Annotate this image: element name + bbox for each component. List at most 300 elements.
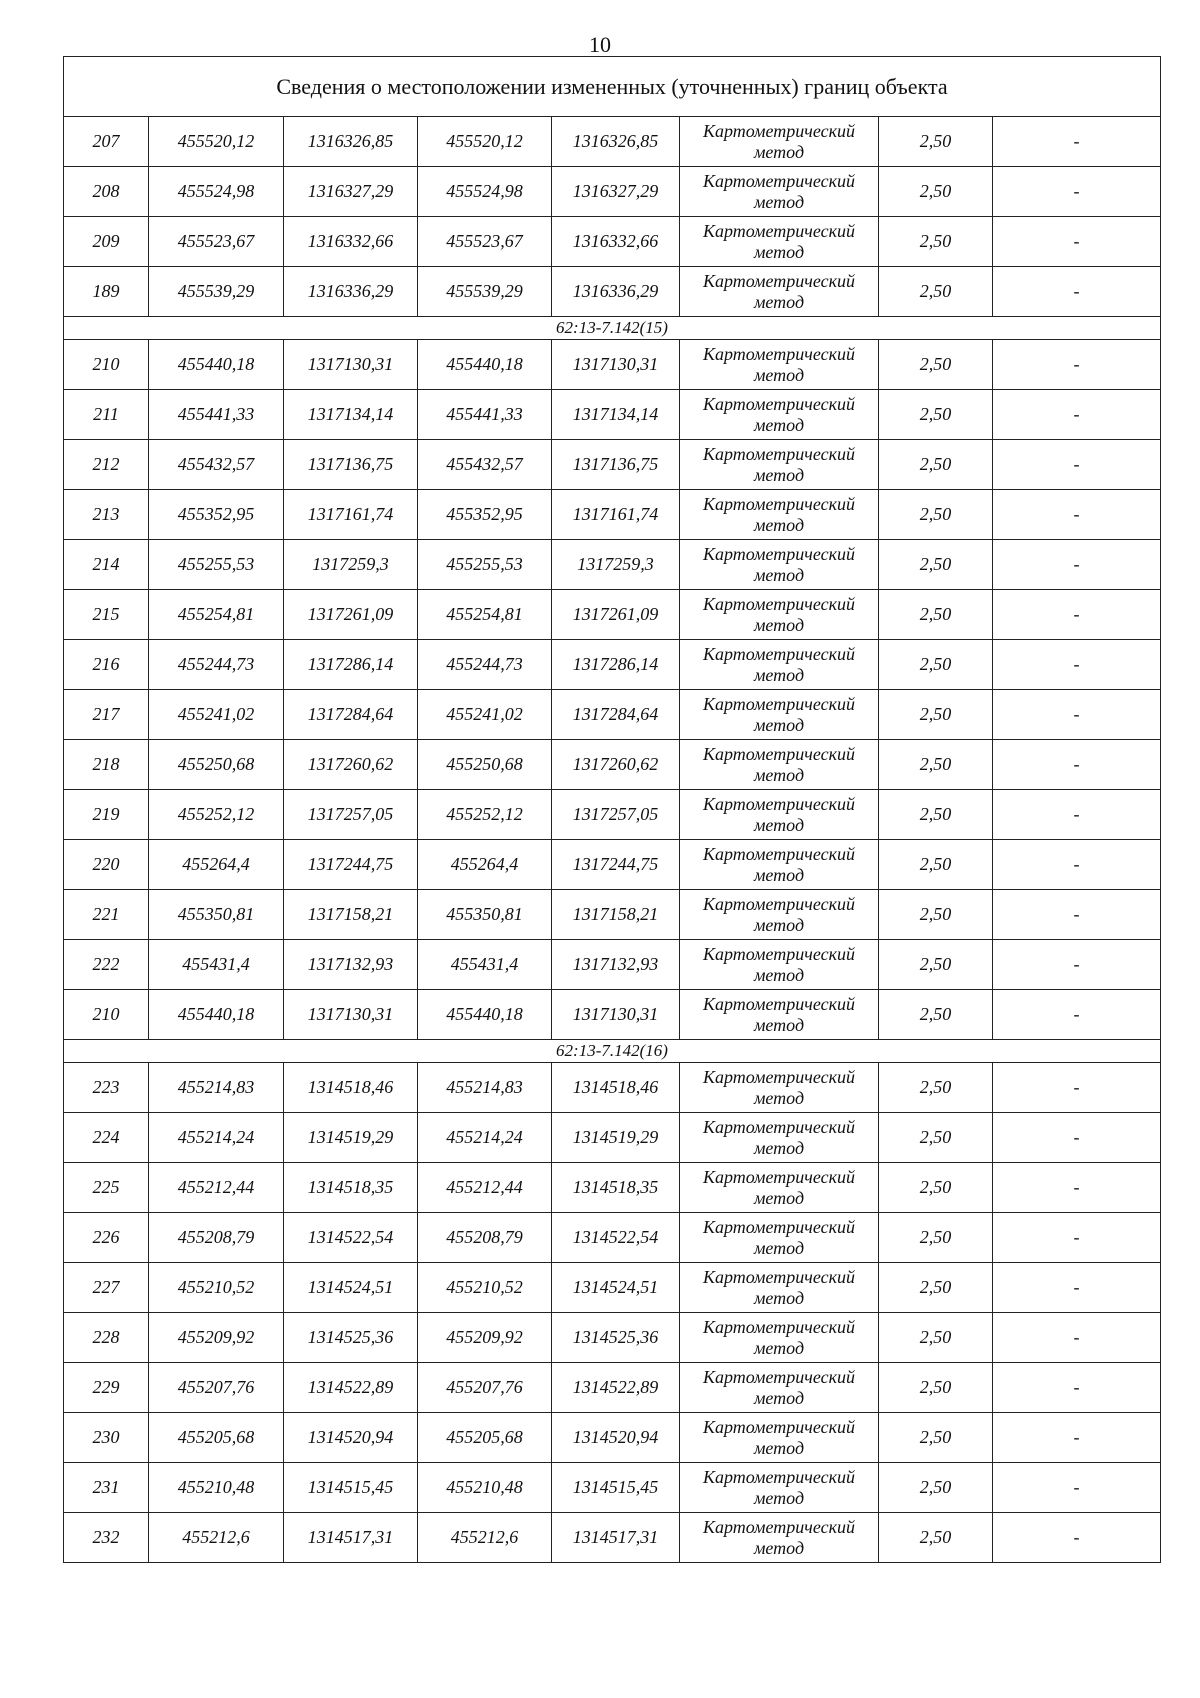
y-existing-cell: 1317130,31 bbox=[284, 340, 418, 390]
description-cell: - bbox=[993, 1063, 1161, 1113]
method-line-1: Картометрический bbox=[702, 1116, 855, 1137]
accuracy-cell: 2,50 bbox=[879, 1163, 993, 1213]
method-cell bbox=[680, 590, 879, 640]
method-line-2: метод bbox=[753, 914, 805, 935]
x-refined-cell: 455264,4 bbox=[418, 840, 552, 890]
y-refined-cell: 1317257,05 bbox=[552, 790, 680, 840]
method-line-1: Картометрический bbox=[702, 1416, 855, 1437]
y-refined-cell: 1317136,75 bbox=[552, 440, 680, 490]
accuracy-cell: 2,50 bbox=[879, 790, 993, 840]
y-refined-cell: 1316336,29 bbox=[552, 267, 680, 317]
accuracy-cell: 2,50 bbox=[879, 217, 993, 267]
description-cell: - bbox=[993, 690, 1161, 740]
table-row bbox=[64, 1163, 1161, 1213]
method-cell bbox=[680, 1063, 879, 1113]
point-number-cell: 222 bbox=[64, 940, 149, 990]
point-number-cell: 209 bbox=[64, 217, 149, 267]
y-existing-cell: 1314525,36 bbox=[284, 1313, 418, 1363]
y-existing-cell: 1317132,93 bbox=[284, 940, 418, 990]
point-number-cell: 212 bbox=[64, 440, 149, 490]
method-line-1: Картометрический bbox=[702, 1516, 855, 1537]
x-refined-cell: 455214,24 bbox=[418, 1113, 552, 1163]
accuracy-cell: 2,50 bbox=[879, 490, 993, 540]
accuracy-cell: 2,50 bbox=[879, 890, 993, 940]
method-line-2: метод bbox=[753, 1287, 805, 1308]
method-cell bbox=[680, 1313, 879, 1363]
description-cell: - bbox=[993, 167, 1161, 217]
section-row bbox=[64, 317, 1161, 340]
point-number-cell: 215 bbox=[64, 590, 149, 640]
description-cell: - bbox=[993, 390, 1161, 440]
table-row bbox=[64, 890, 1161, 940]
method-line-1: Картометрический bbox=[702, 120, 855, 141]
method-cell bbox=[680, 1463, 879, 1513]
y-existing-cell: 1317259,3 bbox=[284, 540, 418, 590]
y-refined-cell: 1317130,31 bbox=[552, 340, 680, 390]
accuracy-cell: 2,50 bbox=[879, 1063, 993, 1113]
x-refined-cell: 455212,6 bbox=[418, 1513, 552, 1563]
table-row bbox=[64, 690, 1161, 740]
method-line-1: Картометрический bbox=[702, 743, 855, 764]
x-existing-cell: 455214,83 bbox=[149, 1063, 284, 1113]
method-line-1: Картометрический bbox=[702, 1066, 855, 1087]
method-line-2: метод bbox=[753, 141, 805, 162]
x-existing-cell: 455441,33 bbox=[149, 390, 284, 440]
description-cell: - bbox=[993, 1313, 1161, 1363]
point-number-cell: 230 bbox=[64, 1413, 149, 1463]
description-cell: - bbox=[993, 890, 1161, 940]
description-cell: - bbox=[993, 1263, 1161, 1313]
y-existing-cell: 1316336,29 bbox=[284, 267, 418, 317]
method-cell bbox=[680, 440, 879, 490]
y-existing-cell: 1317244,75 bbox=[284, 840, 418, 890]
point-number-cell: 189 bbox=[64, 267, 149, 317]
description-cell: - bbox=[993, 840, 1161, 890]
method-line-2: метод bbox=[753, 614, 805, 635]
method-line-1: Картометрический bbox=[702, 693, 855, 714]
boundary-coordinates-table bbox=[63, 56, 1161, 1563]
x-existing-cell: 455214,24 bbox=[149, 1113, 284, 1163]
accuracy-cell: 2,50 bbox=[879, 590, 993, 640]
description-cell: - bbox=[993, 640, 1161, 690]
method-cell bbox=[680, 890, 879, 940]
y-refined-cell: 1314522,54 bbox=[552, 1213, 680, 1263]
y-existing-cell: 1314517,31 bbox=[284, 1513, 418, 1563]
x-refined-cell: 455212,44 bbox=[418, 1163, 552, 1213]
x-refined-cell: 455440,18 bbox=[418, 340, 552, 390]
table-row bbox=[64, 390, 1161, 440]
method-cell bbox=[680, 1163, 879, 1213]
method-line-1: Картометрический bbox=[702, 393, 855, 414]
method-cell bbox=[680, 390, 879, 440]
point-number-cell: 224 bbox=[64, 1113, 149, 1163]
accuracy-cell: 2,50 bbox=[879, 117, 993, 167]
method-line-2: метод bbox=[753, 464, 805, 485]
y-refined-cell: 1317244,75 bbox=[552, 840, 680, 890]
method-line-2: метод bbox=[753, 1187, 805, 1208]
method-line-1: Картометрический bbox=[702, 270, 855, 291]
method-cell bbox=[680, 840, 879, 890]
x-existing-cell: 455212,6 bbox=[149, 1513, 284, 1563]
method-line-1: Картометрический bbox=[702, 1166, 855, 1187]
point-number-cell: 220 bbox=[64, 840, 149, 890]
point-number-cell: 227 bbox=[64, 1263, 149, 1313]
description-cell: - bbox=[993, 490, 1161, 540]
accuracy-cell: 2,50 bbox=[879, 1213, 993, 1263]
method-line-1: Картометрический bbox=[702, 893, 855, 914]
y-existing-cell: 1314522,54 bbox=[284, 1213, 418, 1263]
y-refined-cell: 1316327,29 bbox=[552, 167, 680, 217]
y-refined-cell: 1314515,45 bbox=[552, 1463, 680, 1513]
section-label: 62:13-7.142(16) bbox=[64, 1040, 1161, 1063]
description-cell: - bbox=[993, 1363, 1161, 1413]
accuracy-cell: 2,50 bbox=[879, 390, 993, 440]
description-cell: - bbox=[993, 217, 1161, 267]
point-number-cell: 228 bbox=[64, 1313, 149, 1363]
method-line-2: метод bbox=[753, 1537, 805, 1558]
x-refined-cell: 455523,67 bbox=[418, 217, 552, 267]
x-existing-cell: 455264,4 bbox=[149, 840, 284, 890]
accuracy-cell: 2,50 bbox=[879, 340, 993, 390]
method-line-1: Картометрический bbox=[702, 170, 855, 191]
method-line-2: метод bbox=[753, 1237, 805, 1258]
point-number-cell: 223 bbox=[64, 1063, 149, 1113]
x-refined-cell: 455520,12 bbox=[418, 117, 552, 167]
method-line-2: метод bbox=[753, 864, 805, 885]
accuracy-cell: 2,50 bbox=[879, 1313, 993, 1363]
accuracy-cell: 2,50 bbox=[879, 1263, 993, 1313]
table-row bbox=[64, 790, 1161, 840]
table-row bbox=[64, 1263, 1161, 1313]
table-row bbox=[64, 267, 1161, 317]
y-existing-cell: 1314518,35 bbox=[284, 1163, 418, 1213]
x-refined-cell: 455431,4 bbox=[418, 940, 552, 990]
method-line-1: Картометрический bbox=[702, 1466, 855, 1487]
x-refined-cell: 455440,18 bbox=[418, 990, 552, 1040]
point-number-cell: 208 bbox=[64, 167, 149, 217]
table-row bbox=[64, 1363, 1161, 1413]
accuracy-cell: 2,50 bbox=[879, 940, 993, 990]
method-cell bbox=[680, 640, 879, 690]
x-refined-cell: 455524,98 bbox=[418, 167, 552, 217]
y-existing-cell: 1316332,66 bbox=[284, 217, 418, 267]
x-refined-cell: 455255,53 bbox=[418, 540, 552, 590]
y-refined-cell: 1317132,93 bbox=[552, 940, 680, 990]
method-cell bbox=[680, 690, 879, 740]
point-number-cell: 232 bbox=[64, 1513, 149, 1563]
table-row bbox=[64, 1463, 1161, 1513]
x-refined-cell: 455352,95 bbox=[418, 490, 552, 540]
x-existing-cell: 455207,76 bbox=[149, 1363, 284, 1413]
y-refined-cell: 1317261,09 bbox=[552, 590, 680, 640]
y-refined-cell: 1314522,89 bbox=[552, 1363, 680, 1413]
y-existing-cell: 1317284,64 bbox=[284, 690, 418, 740]
method-line-2: метод bbox=[753, 291, 805, 312]
description-cell: - bbox=[993, 340, 1161, 390]
description-cell: - bbox=[993, 540, 1161, 590]
y-existing-cell: 1316327,29 bbox=[284, 167, 418, 217]
table-row bbox=[64, 990, 1161, 1040]
method-line-1: Картометрический bbox=[702, 1216, 855, 1237]
y-refined-cell: 1317134,14 bbox=[552, 390, 680, 440]
y-refined-cell: 1317259,3 bbox=[552, 540, 680, 590]
section-row bbox=[64, 1040, 1161, 1063]
table-row bbox=[64, 1313, 1161, 1363]
y-existing-cell: 1317260,62 bbox=[284, 740, 418, 790]
method-line-1: Картометрический bbox=[702, 220, 855, 241]
description-cell: - bbox=[993, 940, 1161, 990]
x-existing-cell: 455520,12 bbox=[149, 117, 284, 167]
description-cell: - bbox=[993, 267, 1161, 317]
method-cell bbox=[680, 1413, 879, 1463]
y-refined-cell: 1316326,85 bbox=[552, 117, 680, 167]
description-cell: - bbox=[993, 1463, 1161, 1513]
accuracy-cell: 2,50 bbox=[879, 167, 993, 217]
x-existing-cell: 455350,81 bbox=[149, 890, 284, 940]
method-cell bbox=[680, 1363, 879, 1413]
method-cell bbox=[680, 117, 879, 167]
table-row bbox=[64, 440, 1161, 490]
y-existing-cell: 1317134,14 bbox=[284, 390, 418, 440]
description-cell: - bbox=[993, 740, 1161, 790]
point-number-cell: 218 bbox=[64, 740, 149, 790]
table-row bbox=[64, 1513, 1161, 1563]
x-refined-cell: 455350,81 bbox=[418, 890, 552, 940]
accuracy-cell: 2,50 bbox=[879, 540, 993, 590]
x-existing-cell: 455440,18 bbox=[149, 340, 284, 390]
x-refined-cell: 455252,12 bbox=[418, 790, 552, 840]
point-number-cell: 210 bbox=[64, 990, 149, 1040]
method-cell bbox=[680, 990, 879, 1040]
y-refined-cell: 1317130,31 bbox=[552, 990, 680, 1040]
accuracy-cell: 2,50 bbox=[879, 690, 993, 740]
x-existing-cell: 455539,29 bbox=[149, 267, 284, 317]
table-title-row bbox=[64, 57, 1161, 117]
method-line-2: метод bbox=[753, 964, 805, 985]
x-existing-cell: 455255,53 bbox=[149, 540, 284, 590]
x-existing-cell: 455250,68 bbox=[149, 740, 284, 790]
y-refined-cell: 1314518,46 bbox=[552, 1063, 680, 1113]
section-label: 62:13-7.142(15) bbox=[64, 317, 1161, 340]
y-existing-cell: 1316326,85 bbox=[284, 117, 418, 167]
y-refined-cell: 1317161,74 bbox=[552, 490, 680, 540]
description-cell: - bbox=[993, 1413, 1161, 1463]
point-number-cell: 231 bbox=[64, 1463, 149, 1513]
x-refined-cell: 455254,81 bbox=[418, 590, 552, 640]
table-row bbox=[64, 340, 1161, 390]
y-existing-cell: 1314515,45 bbox=[284, 1463, 418, 1513]
table-row bbox=[64, 217, 1161, 267]
y-existing-cell: 1314518,46 bbox=[284, 1063, 418, 1113]
method-line-1: Картометрический bbox=[702, 943, 855, 964]
method-line-1: Картометрический bbox=[702, 1366, 855, 1387]
method-cell bbox=[680, 1513, 879, 1563]
table-row bbox=[64, 940, 1161, 990]
method-cell bbox=[680, 740, 879, 790]
method-line-2: метод bbox=[753, 191, 805, 212]
method-cell bbox=[680, 940, 879, 990]
method-line-2: метод bbox=[753, 364, 805, 385]
method-line-1: Картометрический bbox=[702, 993, 855, 1014]
method-cell bbox=[680, 267, 879, 317]
table-row bbox=[64, 1413, 1161, 1463]
x-existing-cell: 455208,79 bbox=[149, 1213, 284, 1263]
method-line-1: Картометрический bbox=[702, 793, 855, 814]
method-line-2: метод bbox=[753, 514, 805, 535]
x-existing-cell: 455244,73 bbox=[149, 640, 284, 690]
x-existing-cell: 455440,18 bbox=[149, 990, 284, 1040]
y-existing-cell: 1317158,21 bbox=[284, 890, 418, 940]
method-cell bbox=[680, 490, 879, 540]
page-number: 10 bbox=[589, 32, 611, 57]
y-existing-cell: 1317286,14 bbox=[284, 640, 418, 690]
x-existing-cell: 455241,02 bbox=[149, 690, 284, 740]
y-existing-cell: 1317130,31 bbox=[284, 990, 418, 1040]
accuracy-cell: 2,50 bbox=[879, 1513, 993, 1563]
method-cell bbox=[680, 540, 879, 590]
table-row bbox=[64, 590, 1161, 640]
accuracy-cell: 2,50 bbox=[879, 840, 993, 890]
point-number-cell: 225 bbox=[64, 1163, 149, 1213]
description-cell: - bbox=[993, 117, 1161, 167]
method-line-1: Картометрический bbox=[702, 1266, 855, 1287]
x-refined-cell: 455208,79 bbox=[418, 1213, 552, 1263]
x-refined-cell: 455241,02 bbox=[418, 690, 552, 740]
method-line-1: Картометрический bbox=[702, 543, 855, 564]
x-existing-cell: 455210,52 bbox=[149, 1263, 284, 1313]
accuracy-cell: 2,50 bbox=[879, 1463, 993, 1513]
y-refined-cell: 1317158,21 bbox=[552, 890, 680, 940]
x-refined-cell: 455244,73 bbox=[418, 640, 552, 690]
point-number-cell: 219 bbox=[64, 790, 149, 840]
y-existing-cell: 1317261,09 bbox=[284, 590, 418, 640]
x-refined-cell: 455441,33 bbox=[418, 390, 552, 440]
method-line-2: метод bbox=[753, 241, 805, 262]
description-cell: - bbox=[993, 790, 1161, 840]
y-existing-cell: 1314520,94 bbox=[284, 1413, 418, 1463]
x-existing-cell: 455209,92 bbox=[149, 1313, 284, 1363]
method-line-2: метод bbox=[753, 764, 805, 785]
y-refined-cell: 1314518,35 bbox=[552, 1163, 680, 1213]
point-number-cell: 214 bbox=[64, 540, 149, 590]
x-refined-cell: 455539,29 bbox=[418, 267, 552, 317]
point-number-cell: 226 bbox=[64, 1213, 149, 1263]
point-number-cell: 217 bbox=[64, 690, 149, 740]
method-line-2: метод bbox=[753, 1137, 805, 1158]
method-line-2: метод bbox=[753, 414, 805, 435]
table-row bbox=[64, 640, 1161, 690]
table-row bbox=[64, 540, 1161, 590]
method-line-1: Картометрический bbox=[702, 1316, 855, 1337]
x-existing-cell: 455431,4 bbox=[149, 940, 284, 990]
x-refined-cell: 455205,68 bbox=[418, 1413, 552, 1463]
method-cell bbox=[680, 167, 879, 217]
accuracy-cell: 2,50 bbox=[879, 1413, 993, 1463]
method-line-2: метод bbox=[753, 664, 805, 685]
method-line-1: Картометрический bbox=[702, 843, 855, 864]
y-existing-cell: 1314522,89 bbox=[284, 1363, 418, 1413]
method-line-2: метод bbox=[753, 714, 805, 735]
x-refined-cell: 455432,57 bbox=[418, 440, 552, 490]
accuracy-cell: 2,50 bbox=[879, 267, 993, 317]
y-refined-cell: 1317286,14 bbox=[552, 640, 680, 690]
x-refined-cell: 455209,92 bbox=[418, 1313, 552, 1363]
x-refined-cell: 455210,52 bbox=[418, 1263, 552, 1313]
method-line-1: Картометрический bbox=[702, 593, 855, 614]
description-cell: - bbox=[993, 440, 1161, 490]
point-number-cell: 210 bbox=[64, 340, 149, 390]
table-row bbox=[64, 490, 1161, 540]
description-cell: - bbox=[993, 1213, 1161, 1263]
y-refined-cell: 1314520,94 bbox=[552, 1413, 680, 1463]
x-refined-cell: 455210,48 bbox=[418, 1463, 552, 1513]
point-number-cell: 211 bbox=[64, 390, 149, 440]
method-cell bbox=[680, 340, 879, 390]
accuracy-cell: 2,50 bbox=[879, 640, 993, 690]
table-title: Сведения о местоположении измененных (уточненных) границ объекта bbox=[64, 57, 1161, 117]
table-row bbox=[64, 1113, 1161, 1163]
method-line-1: Картометрический bbox=[702, 343, 855, 364]
y-existing-cell: 1317136,75 bbox=[284, 440, 418, 490]
method-cell bbox=[680, 1263, 879, 1313]
description-cell: - bbox=[993, 1113, 1161, 1163]
method-cell bbox=[680, 790, 879, 840]
x-existing-cell: 455254,81 bbox=[149, 590, 284, 640]
method-line-2: метод bbox=[753, 1387, 805, 1408]
y-existing-cell: 1314519,29 bbox=[284, 1113, 418, 1163]
point-number-cell: 229 bbox=[64, 1363, 149, 1413]
x-refined-cell: 455207,76 bbox=[418, 1363, 552, 1413]
y-refined-cell: 1314525,36 bbox=[552, 1313, 680, 1363]
x-refined-cell: 455214,83 bbox=[418, 1063, 552, 1113]
method-line-2: метод bbox=[753, 1014, 805, 1035]
accuracy-cell: 2,50 bbox=[879, 440, 993, 490]
method-line-2: метод bbox=[753, 564, 805, 585]
y-refined-cell: 1317284,64 bbox=[552, 690, 680, 740]
point-number-cell: 221 bbox=[64, 890, 149, 940]
description-cell: - bbox=[993, 1513, 1161, 1563]
x-existing-cell: 455432,57 bbox=[149, 440, 284, 490]
y-refined-cell: 1314524,51 bbox=[552, 1263, 680, 1313]
table-row bbox=[64, 167, 1161, 217]
x-existing-cell: 455210,48 bbox=[149, 1463, 284, 1513]
x-existing-cell: 455212,44 bbox=[149, 1163, 284, 1213]
accuracy-cell: 2,50 bbox=[879, 990, 993, 1040]
method-cell bbox=[680, 1113, 879, 1163]
table-row bbox=[64, 740, 1161, 790]
point-number-cell: 213 bbox=[64, 490, 149, 540]
point-number-cell: 207 bbox=[64, 117, 149, 167]
table-row bbox=[64, 1063, 1161, 1113]
x-refined-cell: 455250,68 bbox=[418, 740, 552, 790]
y-refined-cell: 1314519,29 bbox=[552, 1113, 680, 1163]
y-existing-cell: 1314524,51 bbox=[284, 1263, 418, 1313]
method-line-2: метод bbox=[753, 814, 805, 835]
x-existing-cell: 455523,67 bbox=[149, 217, 284, 267]
method-line-2: метод bbox=[753, 1087, 805, 1108]
method-line-1: Картометрический bbox=[702, 443, 855, 464]
x-existing-cell: 455352,95 bbox=[149, 490, 284, 540]
y-refined-cell: 1317260,62 bbox=[552, 740, 680, 790]
method-line-2: метод bbox=[753, 1437, 805, 1458]
y-existing-cell: 1317161,74 bbox=[284, 490, 418, 540]
table-row bbox=[64, 1213, 1161, 1263]
y-refined-cell: 1314517,31 bbox=[552, 1513, 680, 1563]
method-line-1: Картометрический bbox=[702, 493, 855, 514]
x-existing-cell: 455252,12 bbox=[149, 790, 284, 840]
method-cell bbox=[680, 1213, 879, 1263]
description-cell: - bbox=[993, 590, 1161, 640]
